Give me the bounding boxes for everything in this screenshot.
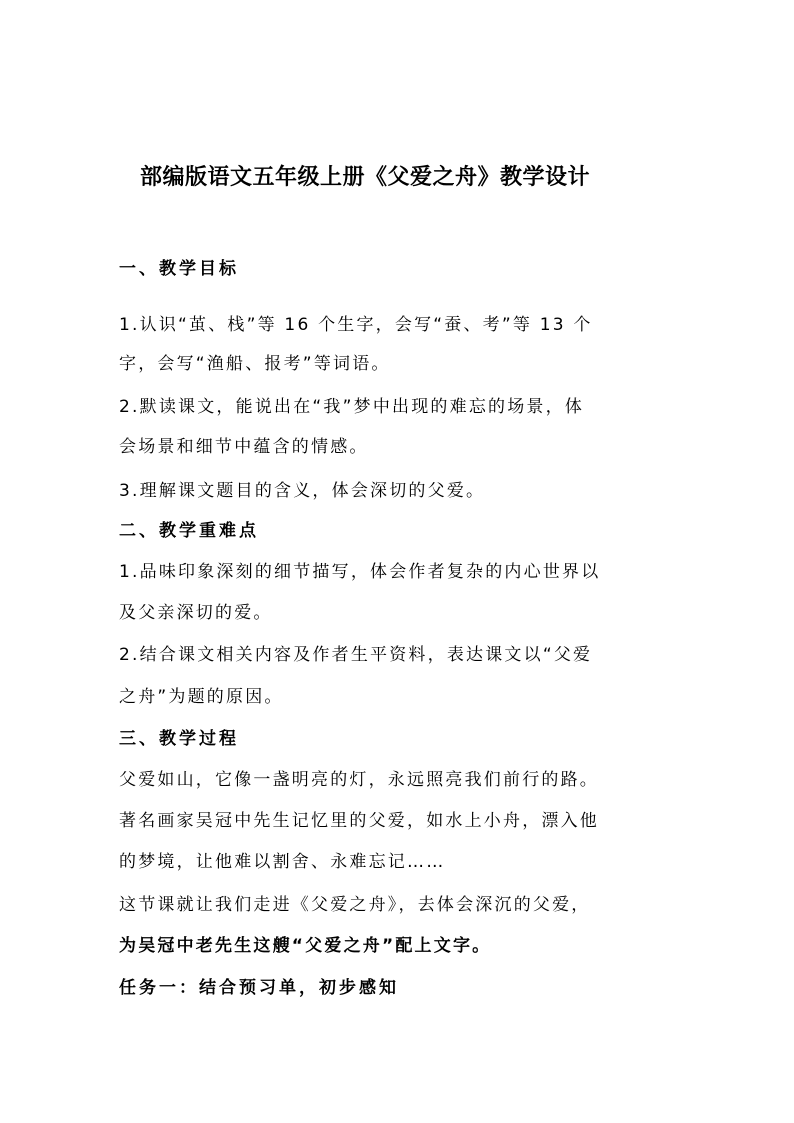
process-para-2-line-2: 为吴冠中老先生这艘“父爱之舟”配上文字。 — [119, 936, 492, 956]
goal-2-line-1: 2.默读课文，能说出在“我”梦中出现的难忘的场景，体 — [119, 397, 585, 417]
task-1-heading: 任务一：结合预习单，初步感知 — [119, 978, 399, 998]
key-point-2-line-1: 2.结合课文相关内容及作者生平资料，表达课文以“父爱 — [119, 645, 593, 665]
goal-2-line-2: 会场景和细节中蕴含的情感。 — [119, 437, 369, 457]
key-point-2-line-2: 之舟”为题的原因。 — [119, 687, 284, 707]
goal-1-line-2: 字，会写“渔船、报考”等词语。 — [119, 354, 391, 374]
section-heading-key-points: 二、教学重难点 — [119, 521, 259, 541]
key-point-1-line-2: 及父亲深切的爱。 — [119, 603, 273, 623]
key-point-1-line-1: 1.品味印象深刻的细节描写，体会作者复杂的内心世界以 — [119, 562, 601, 582]
process-para-1-line-2: 著名画家吴冠中先生记忆里的父爱，如水上小舟，漂入他 — [119, 811, 599, 831]
process-para-1-line-3: 的梦境，让他难以割舍、永难忘记…… — [119, 852, 446, 872]
section-heading-goals: 一、教学目标 — [119, 259, 239, 279]
process-para-2-line-1: 这节课就让我们走进《父爱之舟》，去体会深沉的父爱， — [119, 895, 591, 915]
page-title: 部编版语文五年级上册《父爱之舟》教学设计 — [140, 165, 591, 190]
section-heading-process: 三、教学过程 — [119, 729, 239, 749]
goal-1-line-1: 1.认识“茧、栈”等 16 个生字，会写“蚕、考”等 13 个 — [119, 315, 593, 335]
process-para-1-line-1: 父爱如山，它像一盏明亮的灯，永远照亮我们前行的路。 — [119, 770, 599, 790]
goal-3: 3.理解课文题目的含义，体会深切的父爱。 — [119, 481, 486, 501]
